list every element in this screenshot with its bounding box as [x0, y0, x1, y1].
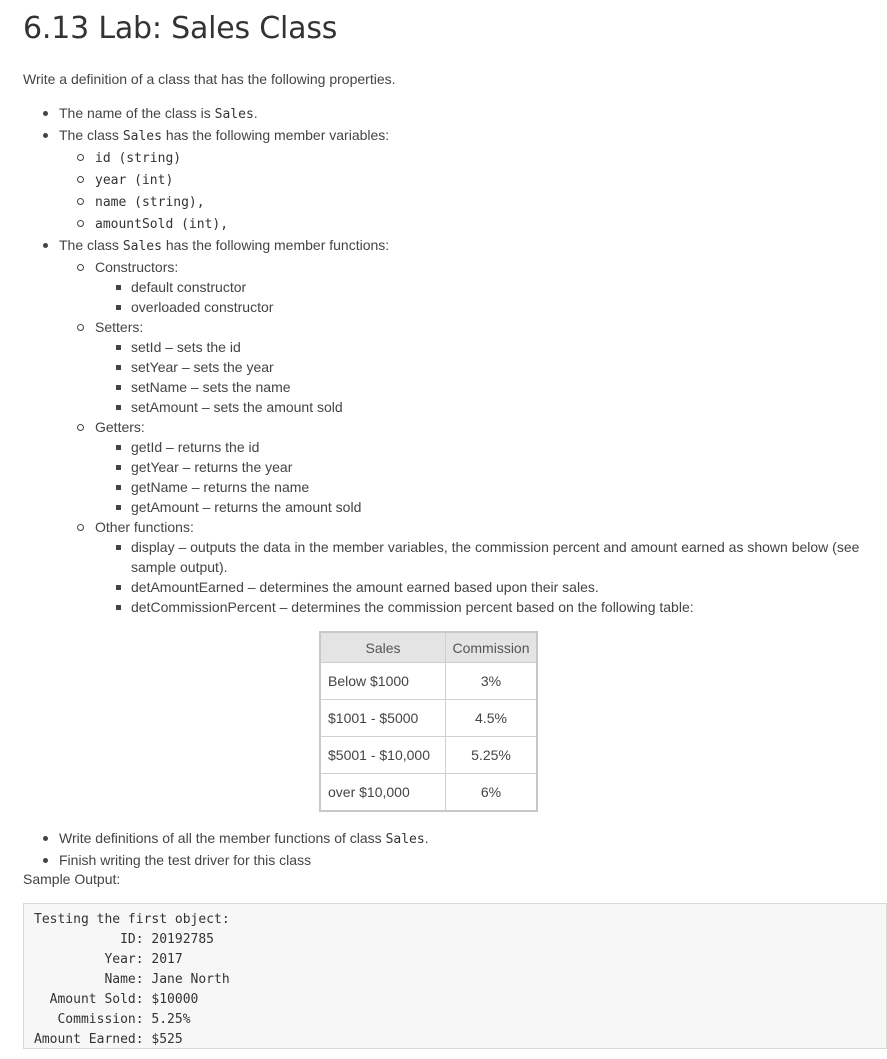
header-sales: Sales [320, 632, 446, 663]
sample-output-block [23, 903, 887, 1049]
function-item: detCommissionPercent – determines the commission percent based on the following table: [95, 597, 887, 617]
output-line: ID: 20192785 [34, 932, 215, 947]
function-item: detAmountEarned – determines the amount earned based upon their sales. [95, 577, 887, 597]
function-group-getters: Getters: getId – returns the id getYear – returns the year getName – returns the name getAmount – returns the amount sold [59, 417, 887, 517]
commission-cell: 4.5% [446, 700, 538, 737]
sample-output-label: Sample Output: [23, 871, 121, 887]
function-group-other: Other functions: display – outputs the data in the member variables, the commission percent and amount earned as shown below (see sample output). detAmountEarned – determines the amount earned based upon their sales. detCommissionPercent – determines the commission percent based on the following table: [59, 517, 887, 617]
function-item: getName – returns the name [95, 477, 887, 497]
requirements-list [23, 103, 887, 870]
variable-item: id (string) [59, 147, 887, 169]
output-line: Amount Earned: $525 [34, 1032, 183, 1047]
commission-table [319, 631, 538, 812]
sales-cell: $5001 - $10,000 [320, 737, 446, 774]
sales-cell: over $10,000 [320, 774, 446, 812]
commission-cell: 5.25% [446, 737, 538, 774]
sales-cell: Below $1000 [320, 663, 446, 700]
commission-table-wrap [319, 631, 887, 812]
function-group-constructors: Constructors: default constructor overloaded constructor [59, 257, 887, 317]
bullet-finish-driver: Finish writing the test driver for this class [23, 850, 887, 870]
output-line: Amount Sold: $10000 [34, 992, 199, 1007]
function-item: setAmount – sets the amount sold [95, 397, 887, 417]
sales-cell: $1001 - $5000 [320, 700, 446, 737]
bullet-member-functions: The class Sales has the following member functions: Constructors: default constructor overloaded constructor Setters: setId – sets the id setYear – sets the year setName – sets the name setAmount – sets the amount sold Getters: getId – returns the id getYear – returns the year getName – returns the name getAmount – returns the amount sold Other functions: display – outputs the data in the member variables, the commission percent and amount earned as shown below (see sample output). detAmountEarned – determines the amount earned based upon their sales. detCommissionPercent – determines the commission percent based on the following table: [23, 235, 887, 617]
bullet-class-name: The name of the class is Sales. [23, 103, 887, 125]
table-row [320, 774, 537, 812]
output-line: Year: 2017 [34, 952, 183, 967]
function-item: setId – sets the id [95, 337, 887, 357]
commission-cell: 3% [446, 663, 538, 700]
function-item: setName – sets the name [95, 377, 887, 397]
function-item: getAmount – returns the amount sold [95, 497, 887, 517]
output-line: Name: Jane North [34, 972, 230, 987]
function-item: default constructor [95, 277, 887, 297]
table-row [320, 737, 537, 774]
table-header-row [320, 632, 537, 663]
commission-cell: 6% [446, 774, 538, 812]
function-item: getId – returns the id [95, 437, 887, 457]
page-title: 6.13 Lab: Sales Class [23, 11, 338, 46]
variable-item: name (string), [59, 191, 887, 213]
function-item: display – outputs the data in the member variables, the commission percent and amount earned as shown below (see sample output). [95, 537, 887, 577]
function-item: setYear – sets the year [95, 357, 887, 377]
variable-item: year (int) [59, 169, 887, 191]
bullet-member-variables: The class Sales has the following member variables: id (string) year (int) name (string), amountSold (int), [23, 125, 887, 235]
table-row [320, 700, 537, 737]
bullet-write-definitions: Write definitions of all the member functions of class Sales. [23, 828, 887, 850]
output-line: Commission: 5.25% [34, 1012, 191, 1027]
intro-text: Write a definition of a class that has the following properties. [23, 71, 396, 87]
header-commission: Commission [446, 632, 538, 663]
output-line: Testing the first object: [34, 912, 230, 927]
variable-item: amountSold (int), [59, 213, 887, 235]
function-group-setters: Setters: setId – sets the id setYear – sets the year setName – sets the name setAmount – sets the amount sold [59, 317, 887, 417]
function-item: overloaded constructor [95, 297, 887, 317]
table-row [320, 663, 537, 700]
function-item: getYear – returns the year [95, 457, 887, 477]
